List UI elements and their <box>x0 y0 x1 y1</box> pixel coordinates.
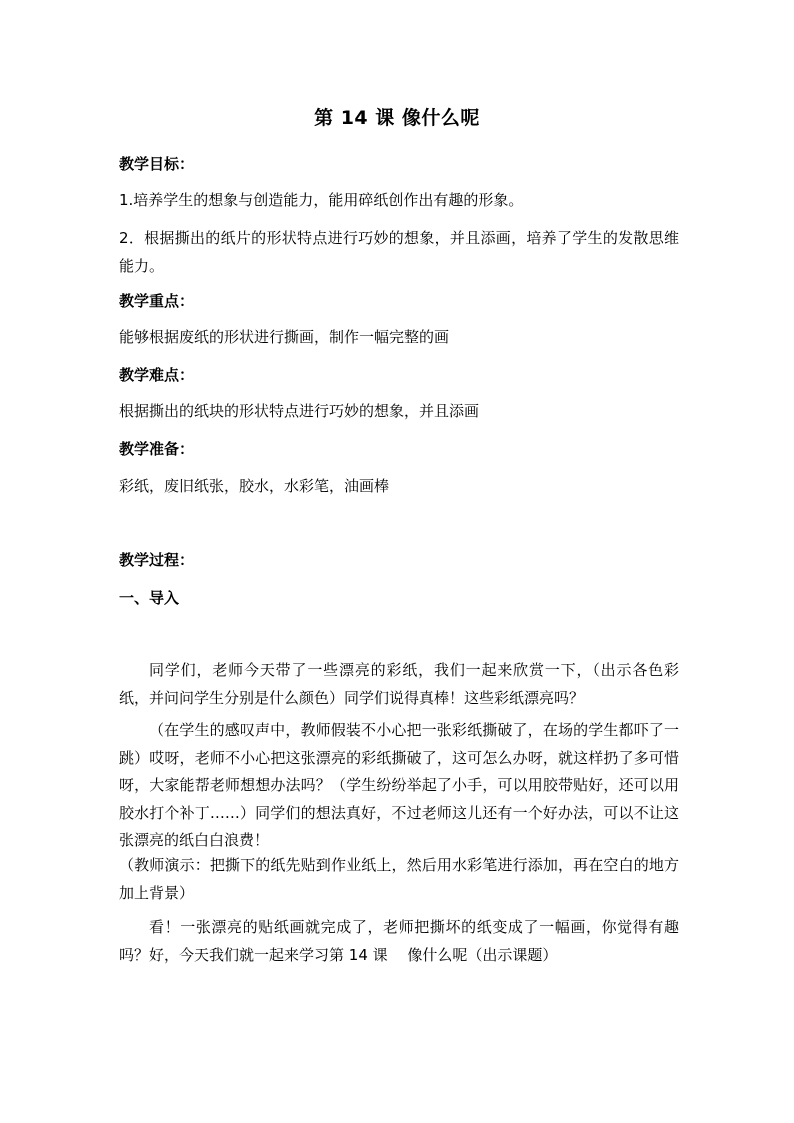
key-points-heading: 教学重点： <box>119 292 195 310</box>
goals-heading: 教学目标： <box>119 155 195 173</box>
preparation-heading: 教学准备： <box>119 440 195 458</box>
difficulties-heading: 教学难点： <box>119 366 195 384</box>
key-points-text: 能够根据废纸的形状进行撕画，制作一幅完整的画 <box>119 328 450 346</box>
difficulties-text: 根据撕出的纸块的形状特点进行巧妙的想象，并且添画 <box>119 402 480 420</box>
section-1-heading: 一、导入 <box>119 589 180 607</box>
goal-item-2: 2．根据撕出的纸片的形状特点进行巧妙的想象，并且添画，培养了学生的发散思维能力。 <box>119 229 679 275</box>
process-paragraph-4: 看！一张漂亮的贴纸画就完成了，老师把撕坏的纸变成了一幅画，你觉得有趣吗？好，今天我们就一起来学习第 14 课 像什么呢（出示课题） <box>119 918 679 964</box>
goal-item-1: 1.培养学生的想象与创造能力，能用碎纸创作出有趣的形象。 <box>119 191 524 209</box>
process-heading: 教学过程： <box>119 551 195 569</box>
process-paragraph-3: （教师演示：把撕下的纸先贴到作业纸上，然后用水彩笔进行添加，再在空白的地方加上背景） <box>119 856 679 902</box>
preparation-text: 彩纸，废旧纸张，胶水，水彩笔，油画棒 <box>119 477 390 495</box>
process-paragraph-1: 同学们，老师今天带了一些漂亮的彩纸，我们一起来欣赏一下，（出示各色彩纸，并问问学生分别是什么颜色）同学们说得真棒！这些彩纸漂亮吗？ <box>119 661 679 707</box>
process-paragraph-2: （在学生的感叹声中，教师假装不小心把一张彩纸撕破了，在场的学生都吓了一跳）哎呀，老师不小心把这张漂亮的彩纸撕破了，这可怎么办呀，就这样扔了多可惜呀，大家能帮老师想想办法吗？（学生纷纷举起了小手，可以用胶带贴好，还可以用胶水打个补丁……）同学们的想法真好，不过老师这儿还有一个好办法，可以不让这张漂亮的纸白白浪费！ <box>119 721 679 849</box>
page-title: 第 14 课 像什么呢 <box>314 107 480 129</box>
